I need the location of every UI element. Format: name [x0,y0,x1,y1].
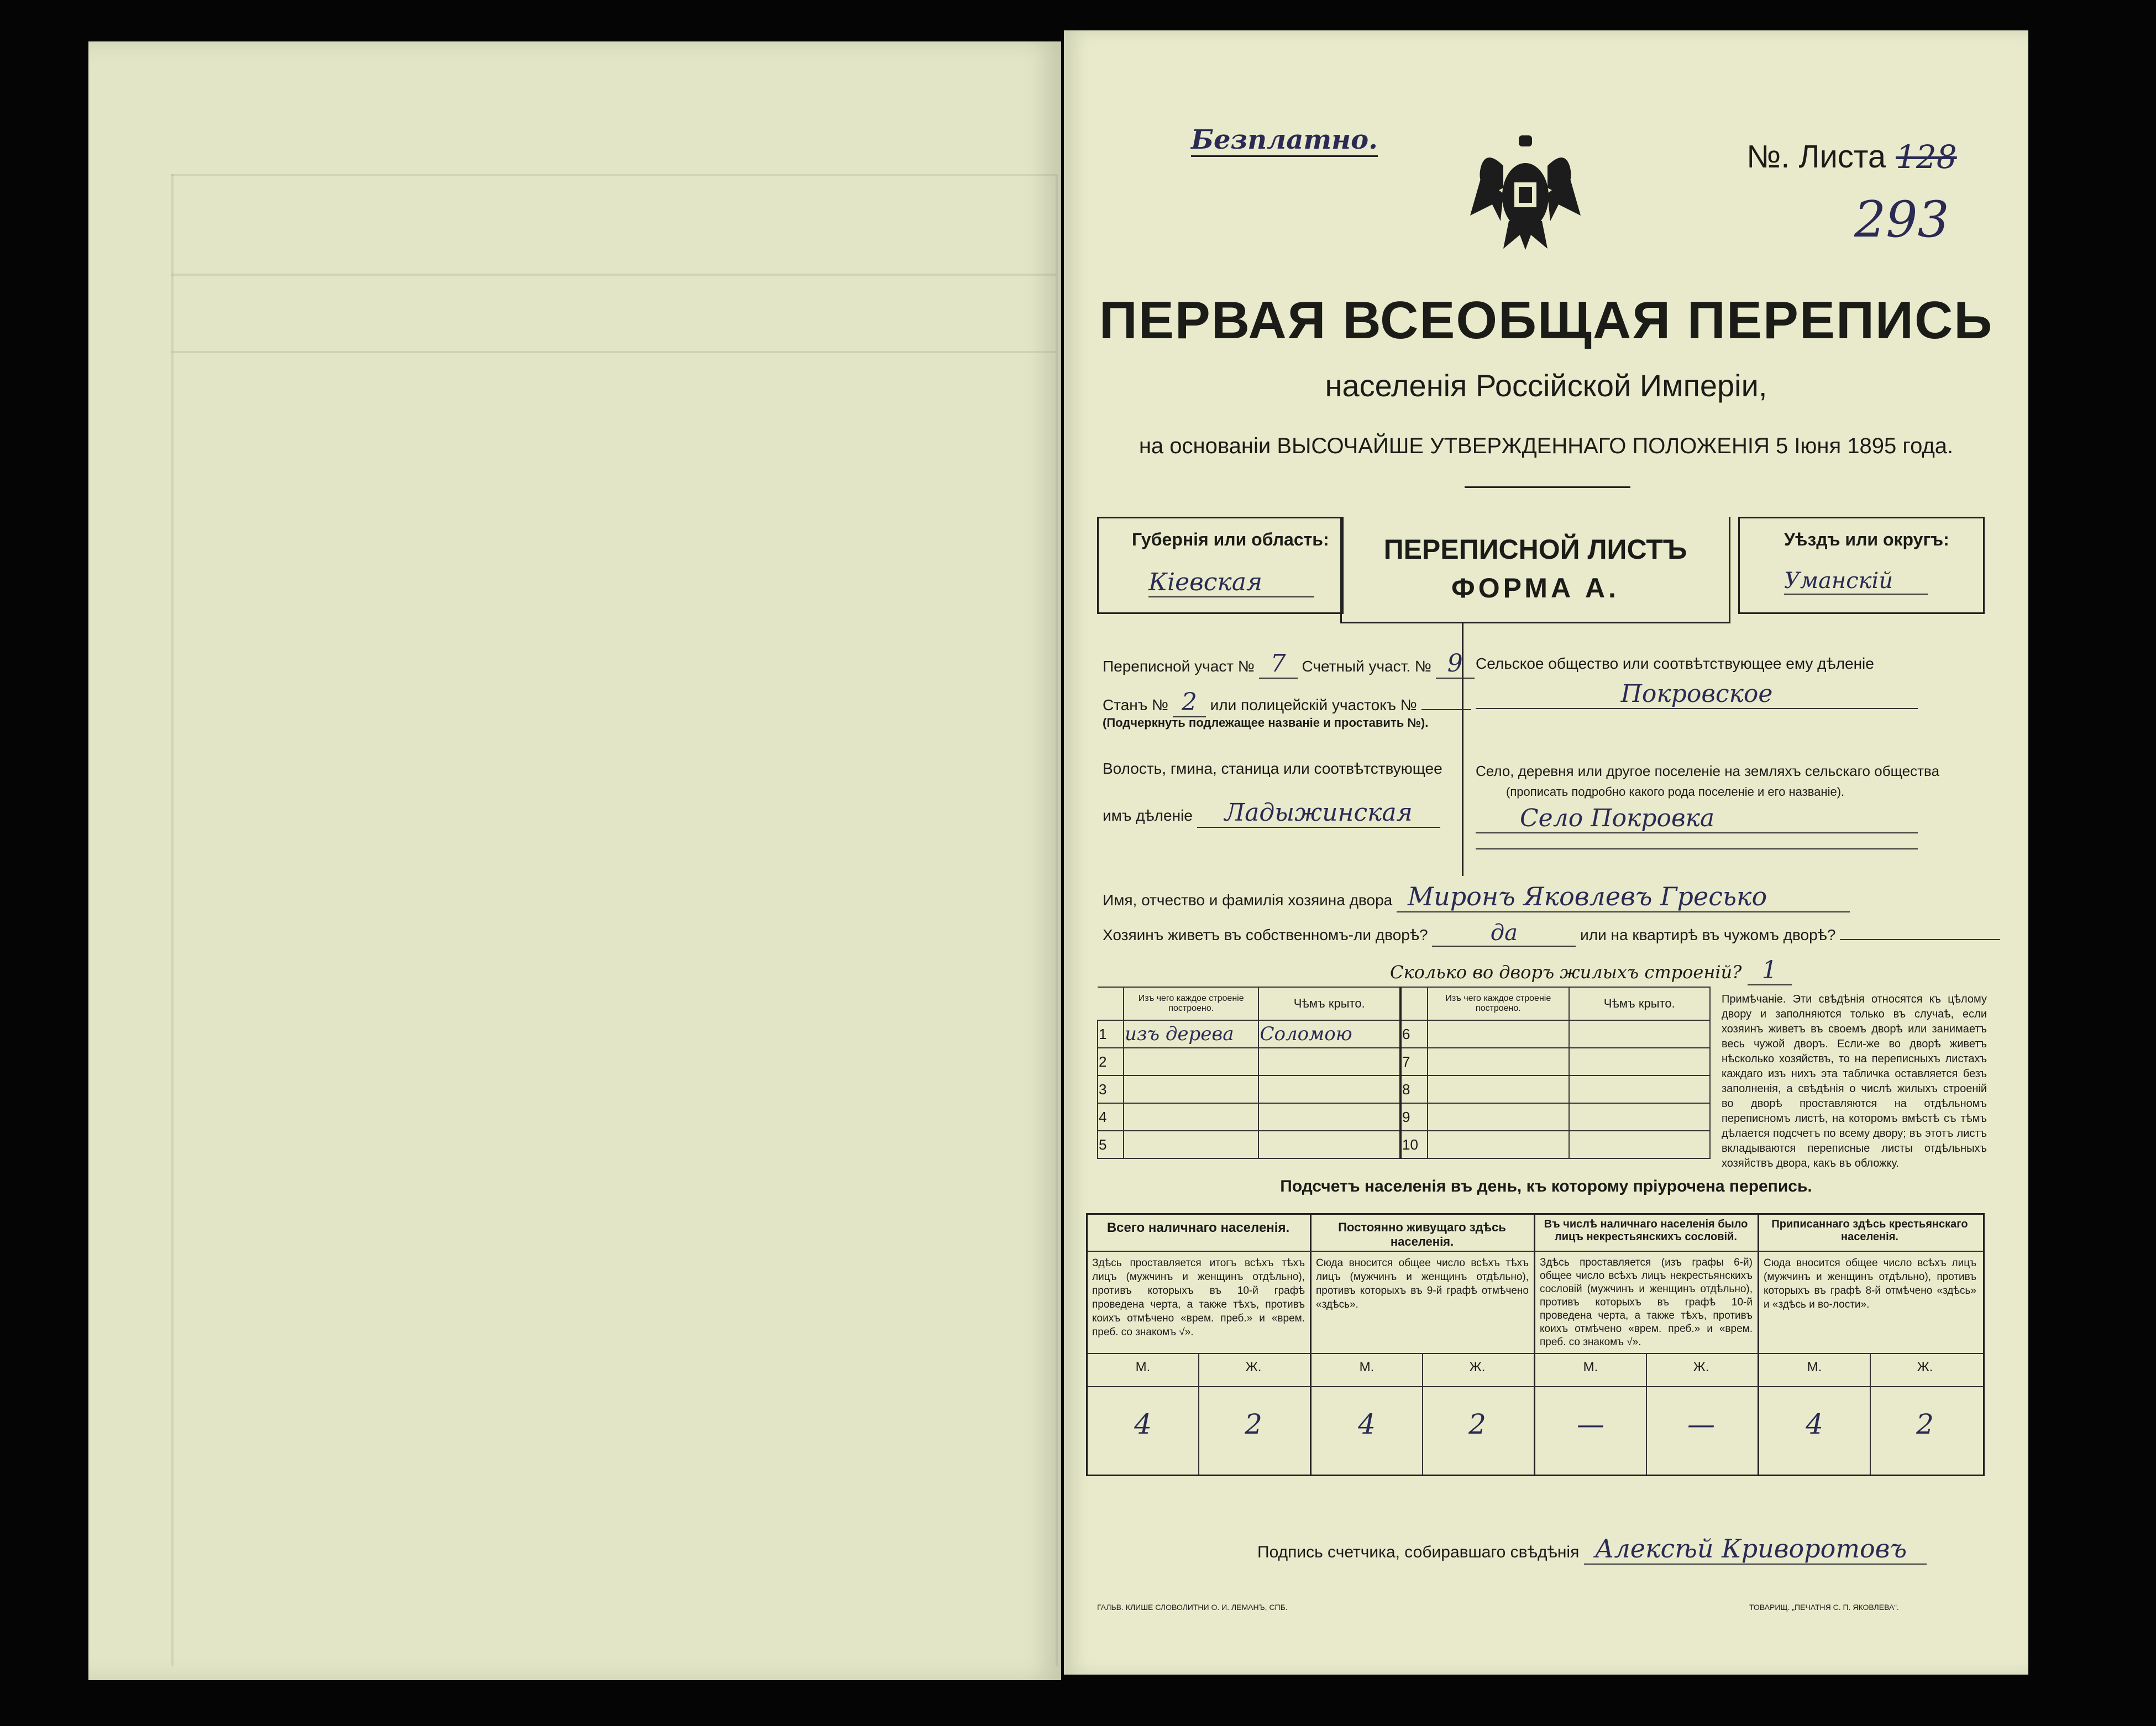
village-label: Село, деревня или другое поселеніе на земляхъ сельскаго общества [1476,763,1940,779]
population-col-registered [1759,1215,1983,1475]
population-table [1086,1213,1985,1476]
non-peasant-female-value: — [1687,1408,1715,1440]
ghost-rule [171,174,1056,176]
table-row [1098,1131,1710,1158]
rented-label: или на квартирѣ въ чужомъ дворѣ? [1580,926,1836,943]
building-material: изъ дерева [1124,1020,1259,1048]
census-district-row [1103,649,1475,679]
row-number: 7 [1400,1048,1428,1076]
row-number: 6 [1400,1020,1428,1048]
male-label: М. [1583,1360,1598,1374]
form-title: ПЕРЕПИСНОЙ ЛИСТЪ [1383,534,1687,565]
form-name: ФОРМА А. [1451,573,1619,604]
own-yard-value: да [1432,920,1576,947]
buildings-table [1097,987,1711,1159]
rented-value-line [1840,939,2000,940]
col-roof-header-2: Чѣмъ крыто. [1569,987,1710,1020]
population-col-total [1088,1215,1312,1475]
col-header: Въ числѣ наличнаго населенія было лицъ некрестьянскихъ сословій. [1544,1218,1748,1243]
district-box [1738,517,1985,614]
footer-right: ТОВАРИЩ. „ПЕЧАТНЯ С. П. ЯКОВЛЕВА“. [1749,1603,1899,1612]
table-row [1098,1020,1710,1048]
male-label: М. [1135,1360,1151,1374]
row-number: 4 [1098,1103,1124,1131]
owner-row [1103,882,1850,912]
table-row [1098,1048,1710,1076]
population-col-permanent [1312,1215,1535,1475]
own-yard-label: Хозяинъ живетъ въ собственномъ-ли дворѣ? [1103,926,1428,943]
ghost-rule [171,351,1056,353]
census-subtitle: населенія Россійской Имперіи, [1325,368,1767,403]
col-description: Здѣсь проставляется итогъ всѣхъ тѣхъ лицъ (мужчинъ и женщинъ отдѣльно), противъ которыхъ въ 10-й графѣ проведена черта, а также тѣхъ, противъ коихъ отмѣчено «врем. преб.» и «врем. преб. со знакомъ √». [1092,1257,1305,1338]
row-number: 5 [1098,1131,1124,1158]
census-district-value: 7 [1259,649,1298,679]
non-peasant-male-value: — [1577,1408,1604,1440]
buildings-label: Сколько во дворъ жилыхъ строеній? [1390,962,1742,983]
signature-label: Подпись счетчика, собиравшаго свѣдѣнія [1257,1543,1580,1561]
registered-female-value: 2 [1916,1408,1934,1440]
census-district-label: Переписной участ № [1103,658,1255,675]
underline-note: (Подчеркнуть подлежащее названіе и проставить №). [1103,716,1429,730]
census-basis: на основаніи ВЫСОЧАЙШЕ УТВЕРЖДЕННАГО ПОЛОЖЕНІЯ 5 Іюня 1895 года. [1139,434,1954,458]
form-title-box [1340,517,1730,623]
buildings-value: 1 [1748,956,1792,985]
col-header: Всего наличнаго населенія. [1106,1220,1290,1235]
province-value: Кіевская [1148,568,1314,597]
permanent-female-value: 2 [1468,1408,1486,1440]
rural-society-value: Покровское [1476,680,1918,709]
census-form-page [1064,30,2028,1675]
count-district-value: 9 [1436,649,1475,679]
stan-value: 2 [1173,688,1206,717]
owner-value: Миронъ Яковлевъ Гресько [1397,882,1850,912]
village-extra-line [1476,848,1918,849]
rural-society-label: Сельское общество или соотвѣтствующее ему дѣленіе [1476,655,1874,672]
footer-left: ГАЛЬВ. КЛИШЕ СЛОВОЛИТНИ О. И. ЛЕМАНЪ, СПБ. [1097,1603,1288,1612]
sheet-number-label: №. Листа [1746,139,1886,175]
own-yard-row [1103,920,2000,947]
col-roof-header: Чѣмъ крыто. [1258,987,1400,1020]
female-label: Ж. [1693,1360,1709,1374]
permanent-male-value: 4 [1358,1408,1376,1440]
province-box [1097,517,1344,614]
volost-label-line2: имъ дѣленіе [1103,807,1193,824]
row-number: 9 [1400,1103,1428,1131]
male-label: М. [1359,1360,1375,1374]
male-label: М. [1807,1360,1822,1374]
count-district-label: Счетный участ. № [1302,658,1431,675]
table-row [1098,1076,1710,1103]
buildings-note: Примѣчаніе. Эти свѣдѣнія относятся къ цѣлому двору и заполняются только въ случаѣ, если хозяинъ живетъ въ своемъ дворѣ или занимаетъ весь чужой дворъ. Если-же во дворѣ живетъ нѣсколько хозяйствъ, то на переписныхъ листахъ каждаго изъ нихъ эта табличка оставляется безъ заполненія, а свѣдѣнія о числѣ жилыхъ строеній во дворѣ проставляются на отдѣльномъ переписномъ листѣ, на которомъ вмѣстѣ съ тѣмъ дѣлается подсчетъ по всему двору; въ этотъ листъ вкладываются переписные листы отдѣльныхъ хозяйствъ двора, какъ въ обложку. [1722,993,1987,1169]
police-label: или полицейскій участокъ № [1210,696,1417,714]
buildings-row [1390,956,1792,985]
village-note: (прописать подробно какого рода поселеніе и его названіе). [1506,785,1845,799]
ghost-rule [171,174,174,1666]
free-label: Безплатно. [1191,124,1378,157]
ornament-divider [1465,486,1630,488]
ghost-rule [171,274,1056,276]
col-description: Здѣсь проставляется (изъ графы 6-й) общее число всѣхъ лицъ некрестьянскихъ сословій (мужчинъ и женщинъ отдѣльно), противъ которыхъ въ графѣ 10-й проведена черта, а также тѣхъ, противъ коихъ отмѣчено «врем. преб.» и «врем. преб. со знакомъ √». [1540,1257,1753,1348]
row-number: 3 [1098,1076,1124,1103]
volost-value: Ладыжинская [1197,799,1440,828]
village-value: Село Покровка [1476,804,1918,833]
female-label: Ж. [1245,1360,1262,1374]
left-page [88,41,1061,1680]
signature-row [1257,1534,1927,1565]
female-label: Ж. [1917,1360,1933,1374]
district-label: Уѣздъ или округъ: [1784,529,1949,549]
district-value: Уманскій [1784,568,1928,595]
total-female-value: 2 [1245,1408,1262,1440]
col-header: Постоянно живущаго здѣсь населенія. [1338,1220,1506,1248]
owner-label: Имя, отчество и фамилія хозяина двора [1103,891,1393,909]
registered-male-value: 4 [1806,1408,1823,1440]
stan-label: Станъ № [1103,696,1169,714]
col-description: Сюда вносится общее число всѣхъ тѣхъ лицъ (мужчинъ и женщинъ отдѣльно), противъ которыхъ въ 9-й графѣ отмѣчено «здѣсь». [1316,1257,1529,1310]
col-material-header: Изъ чего каждое строеніе построено. [1124,987,1259,1020]
province-label: Губернія или область: [1132,529,1329,549]
volost-label-line1: Волость, гмина, станица или соотвѣтствующее [1103,760,1442,777]
sheet-number-crossed: 128 [1896,138,1957,176]
volost-row [1103,799,1440,828]
population-col-non-peasant [1535,1215,1759,1475]
col-header: Приписаннаго здѣсь крестьянскаго населенія. [1771,1218,1968,1243]
double-headed-eagle-icon [1470,133,1581,251]
population-title: Подсчетъ населенія въ день, къ которому пріурочена перепись. [1280,1177,1812,1195]
female-label: Ж. [1469,1360,1486,1374]
total-male-value: 4 [1134,1408,1152,1440]
col-description: Сюда вносится общее число всѣхъ лицъ (мужчинъ и женщинъ отдѣльно), противъ которыхъ въ графѣ 8-й отмѣчено «здѣсь» и «здѣсь и во-лости». [1764,1257,1976,1310]
stan-row [1103,688,1471,717]
row-number: 1 [1098,1020,1124,1048]
census-title: ПЕРВАЯ ВСЕОБЩАЯ ПЕРЕПИСЬ [1099,291,1994,350]
sheet-number-handwritten: 293 [1854,191,1949,249]
row-number: 2 [1098,1048,1124,1076]
row-number: 8 [1400,1076,1428,1103]
signature-value: Алексѣй Криворотовъ [1584,1534,1927,1565]
table-row [1098,1103,1710,1131]
ghost-rule [1056,174,1058,1666]
building-roof: Соломою [1258,1020,1400,1048]
row-number: 10 [1400,1131,1428,1158]
police-value-line [1421,709,1471,710]
col-material-header-2: Изъ чего каждое строеніе построено. [1428,987,1569,1020]
